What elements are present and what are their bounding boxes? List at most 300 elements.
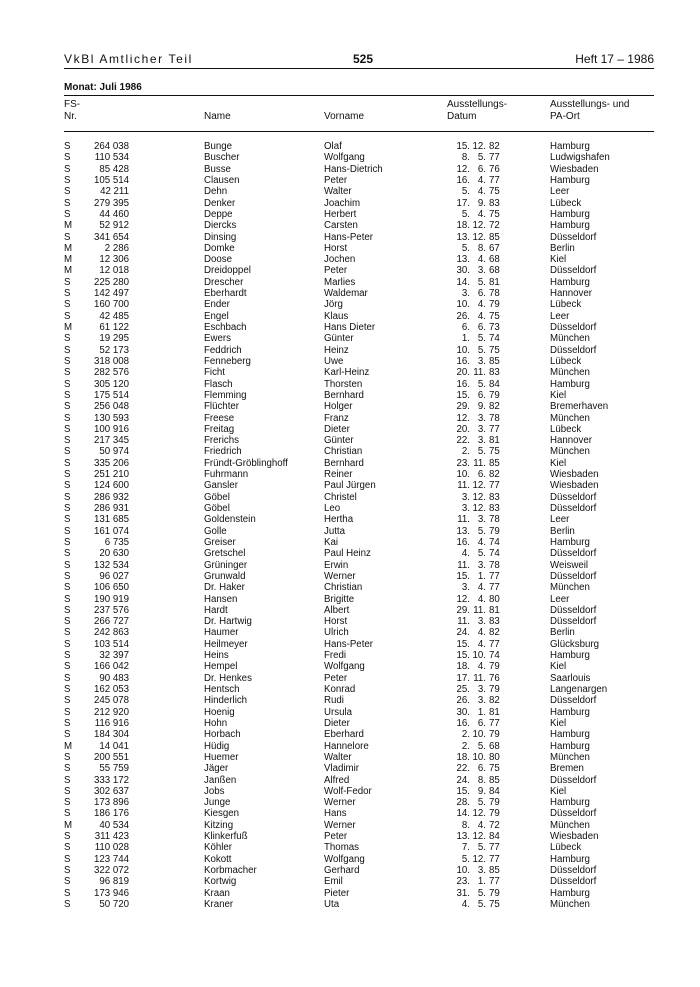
issue-place: Düsseldorf [550, 604, 597, 616]
fs-type: S [64, 672, 71, 684]
table-row [64, 627, 654, 638]
surname: Bunge [204, 141, 233, 152]
first-name: Erwin [324, 559, 349, 571]
issue-day: 11. [457, 559, 470, 571]
issue-month: 4. [477, 627, 486, 639]
first-name: Paul Jürgen [324, 480, 376, 492]
issue-place: Wiesbaden [550, 469, 599, 481]
surname: Gretschel [204, 548, 246, 560]
fs-number: 85 428 [99, 163, 129, 175]
surname: Buscher [204, 152, 240, 164]
issue-month: 8. [477, 774, 486, 786]
issue-day: 13. [456, 231, 470, 243]
surname: Hüdig [204, 740, 230, 752]
issue-day: 16. [456, 355, 470, 367]
issue-year: 76 [489, 672, 500, 684]
fs-type: S [64, 469, 71, 481]
table-row [64, 299, 654, 310]
fs-number: 286 932 [93, 491, 129, 503]
fs-type: S [64, 582, 71, 594]
surname: Dehn [204, 186, 228, 198]
issue-year: 85 [489, 865, 500, 876]
fs-number: 212 920 [93, 706, 129, 718]
table-row [64, 729, 654, 740]
first-name: Horst [324, 616, 348, 628]
issue-year: 72 [489, 220, 500, 232]
first-name: Christel [324, 491, 357, 503]
issue-day: 18. [456, 661, 470, 673]
issue-year: 83 [489, 491, 500, 503]
fs-number: 142 497 [93, 288, 129, 300]
table-row [64, 503, 654, 514]
issue-month: 3. [477, 435, 486, 447]
issue-month: 3. [477, 265, 486, 277]
fs-number: 50 974 [99, 446, 129, 458]
fs-type: S [64, 186, 71, 198]
surname: Eschbach [204, 322, 247, 333]
issue-place: Hannover [550, 435, 593, 447]
fs-type: S [64, 310, 71, 322]
first-name: Emil [324, 876, 343, 888]
surname: Drescher [204, 276, 244, 288]
issue-month: 3. [477, 559, 486, 571]
fs-number: 305 120 [93, 378, 129, 390]
fs-number: 40 534 [99, 819, 129, 831]
first-name: Herbert [324, 208, 357, 220]
issue-place: Saarlouis [550, 672, 591, 684]
issue-day: 30. [456, 706, 470, 718]
surname: Hentsch [204, 684, 240, 695]
issue-year: 80 [489, 593, 500, 605]
issue-year: 83 [489, 616, 500, 628]
first-name: Werner [324, 797, 356, 809]
col-datum-line1: Ausstellungs- [447, 99, 508, 110]
fs-type: S [64, 570, 71, 582]
first-name: Marlies [324, 276, 356, 288]
first-name: Joachim [324, 197, 361, 209]
fs-number: 160 700 [93, 299, 129, 311]
surname: Engel [204, 310, 229, 322]
issue-day: 30. [456, 265, 470, 277]
issue-place: Hamburg [550, 220, 590, 232]
fs-number: 161 074 [93, 525, 129, 537]
issue-day: 25. [456, 684, 470, 695]
issue-year: 77 [489, 582, 500, 594]
issue-year: 82 [489, 141, 500, 152]
table-row [64, 560, 654, 571]
issue-month: 4. [477, 582, 486, 594]
surname: Diercks [204, 220, 237, 232]
surname: Feddrich [204, 344, 242, 356]
issue-day: 17. [456, 197, 470, 209]
fs-number: 251 210 [93, 469, 129, 481]
first-name: Peter [324, 831, 348, 843]
fs-type: S [64, 141, 71, 152]
first-name: Christian [324, 446, 363, 458]
issue-place: Glücksburg [550, 638, 599, 650]
fs-type: S [64, 661, 71, 673]
table-row [64, 594, 654, 605]
issue-place: Bremen [550, 763, 584, 775]
fs-type: S [64, 288, 71, 300]
issue-month: 5. [477, 276, 486, 288]
table-header [64, 98, 654, 130]
fs-number: 14 041 [99, 740, 129, 752]
fs-number: 32 397 [99, 650, 129, 662]
fs-number: 90 483 [99, 672, 129, 684]
fs-number: 162 053 [93, 684, 129, 695]
first-name: Reiner [324, 469, 353, 481]
fs-type: M [64, 254, 73, 266]
issue-year: 79 [489, 525, 500, 537]
issue-year: 77 [489, 853, 500, 865]
fs-number: 200 551 [93, 751, 129, 763]
first-name: Klaus [324, 310, 349, 322]
issue-place: Lübeck [550, 842, 582, 854]
fs-type: S [64, 797, 71, 809]
first-name: Hans-Dietrich [324, 163, 383, 175]
first-name: Konrad [324, 684, 356, 695]
table-top-rule [64, 95, 654, 96]
surname: Grüninger [204, 559, 248, 571]
first-name: Günter [324, 333, 354, 345]
issue-month: 10. [472, 729, 486, 741]
surname: Jäger [204, 763, 229, 775]
table-row [64, 141, 654, 152]
issue-month: 3. [477, 514, 486, 526]
issue-year: 78 [489, 514, 500, 526]
issue-month: 4. [477, 819, 486, 831]
first-name: Thomas [324, 842, 359, 854]
surname: Frerichs [204, 435, 239, 447]
first-name: Bernhard [324, 457, 364, 469]
issue-day: 2. [461, 729, 470, 741]
issue-place: Hamburg [550, 276, 590, 288]
issue-place: München [550, 898, 590, 910]
fs-number: 42 485 [99, 310, 129, 322]
fs-type: S [64, 152, 71, 164]
first-name: Günter [324, 435, 354, 447]
fs-number: 266 727 [93, 616, 129, 628]
issue-month: 3. [477, 865, 486, 876]
table-row [64, 480, 654, 491]
issue-place: Kiel [550, 389, 567, 401]
fs-type: S [64, 208, 71, 220]
table-row [64, 458, 654, 469]
surname: Heins [204, 650, 229, 662]
issue-year: 84 [489, 785, 500, 797]
issue-month: 10. [472, 650, 486, 662]
table-row [64, 164, 654, 175]
fs-type: M [64, 819, 73, 831]
issue-day: 22. [456, 435, 470, 447]
first-name: Wolfgang [324, 152, 365, 164]
issue-year: 83 [489, 503, 500, 514]
issue-month: 3. [477, 684, 486, 695]
issue-month: 12. [472, 491, 486, 503]
issue-month: 4. [477, 186, 486, 198]
first-name: Ulrich [324, 627, 349, 639]
issue-year: 79 [489, 299, 500, 311]
issue-month: 9. [477, 401, 486, 413]
first-name: Werner [324, 570, 356, 582]
surname: Fuhrmann [204, 469, 249, 481]
fs-type: S [64, 503, 71, 514]
fs-number: 242 863 [93, 627, 129, 639]
issue-day: 5. [461, 186, 470, 198]
issue-month: 3. [477, 695, 486, 707]
issue-year: 79 [489, 389, 500, 401]
issue-month: 3. [477, 423, 486, 435]
page-header [64, 52, 654, 68]
issue-day: 18. [456, 220, 470, 232]
issue-month: 12. [472, 220, 486, 232]
issue-day: 16. [456, 174, 470, 186]
issue-day: 12. [456, 163, 470, 175]
issue-year: 77 [489, 876, 500, 888]
fs-number: 286 931 [93, 503, 129, 514]
surname: Ficht [204, 367, 225, 379]
first-name: Carsten [324, 220, 358, 232]
fs-number: 42 211 [100, 186, 129, 198]
issue-year: 68 [489, 265, 500, 277]
issue-place: Langenargen [550, 684, 608, 695]
first-name: Gerhard [324, 865, 360, 876]
fs-number: 264 038 [93, 141, 129, 152]
fs-type: S [64, 276, 71, 288]
fs-type: S [64, 638, 71, 650]
fs-number: 132 534 [93, 559, 129, 571]
issue-day: 18. [456, 751, 470, 763]
surname: Heilmeyer [204, 638, 248, 650]
col-vorname: Vorname [324, 111, 365, 122]
issue-place: München [550, 751, 590, 763]
fs-type: S [64, 593, 71, 605]
fs-number: 6 735 [104, 536, 129, 548]
table-row [64, 232, 654, 243]
issue-month: 5. [477, 548, 486, 560]
issue-place: Lübeck [550, 423, 582, 435]
issue-day: 11. [457, 616, 470, 628]
issue-place: Düsseldorf [550, 231, 597, 243]
table-row [64, 198, 654, 209]
issue-place: Wiesbaden [550, 480, 599, 492]
surname: Junge [204, 797, 231, 809]
issue-year: 82 [489, 695, 500, 707]
surname: Kokott [204, 853, 232, 865]
fs-number: 311 423 [94, 831, 129, 843]
issue-day: 5. [461, 242, 470, 254]
fs-type: S [64, 299, 71, 311]
fs-type: S [64, 842, 71, 854]
col-fs-line1: FS- [64, 99, 81, 110]
issue-year: 81 [489, 435, 500, 447]
first-name: Hertha [324, 514, 354, 526]
issue-day: 24. [456, 774, 470, 786]
issue-day: 29. [456, 604, 470, 616]
issue-year: 74 [489, 536, 500, 548]
table-row [64, 820, 654, 831]
fs-number: 100 916 [93, 423, 129, 435]
table-row [64, 345, 654, 356]
issue-day: 16. [456, 536, 470, 548]
issue-year: 74 [489, 333, 500, 345]
issue-place: Düsseldorf [550, 616, 597, 628]
issue-month: 12. [472, 808, 486, 820]
table-row [64, 775, 654, 786]
fs-type: S [64, 389, 71, 401]
issue-place: Düsseldorf [550, 808, 597, 820]
issue-day: 15. [456, 570, 470, 582]
issue-year: 75 [489, 186, 500, 198]
col-fs-line2: Nr. [64, 111, 77, 122]
issue-month: 5. [477, 887, 486, 899]
fs-type: M [64, 265, 73, 277]
surname: Flüchter [204, 401, 239, 413]
surname: Gansler [204, 480, 238, 492]
first-name: Jutta [324, 525, 346, 537]
table-row [64, 661, 654, 672]
first-name: Fredi [324, 650, 347, 662]
table-row [64, 582, 654, 593]
fs-type: M [64, 242, 73, 254]
issue-day: 7. [461, 842, 470, 854]
fs-number: 12 018 [99, 265, 129, 277]
issue-day: 11. [457, 514, 470, 526]
fs-type: S [64, 627, 71, 639]
table-row [64, 763, 654, 774]
surname: Flasch [204, 378, 233, 390]
issue-month: 6. [477, 288, 486, 300]
fs-number: 130 593 [93, 412, 129, 424]
table-row [64, 243, 654, 254]
issue-day: 11. [457, 480, 470, 492]
issue-year: 75 [489, 763, 500, 775]
issue-day: 29. [456, 401, 470, 413]
issue-place: Düsseldorf [550, 876, 597, 888]
surname: Goldenstein [204, 514, 256, 526]
table-row [64, 254, 654, 265]
first-name: Jörg [324, 299, 343, 311]
fs-type: S [64, 559, 71, 571]
issue-day: 20. [456, 367, 470, 379]
surname: Haumer [204, 627, 239, 639]
first-name: Jochen [324, 254, 356, 266]
issue-month: 12. [472, 831, 486, 843]
issue-month: 4. [477, 174, 486, 186]
first-name: Thorsten [324, 378, 363, 390]
issue-month: 4. [477, 254, 486, 266]
surname: Dr. Hartwig [204, 616, 252, 628]
issue-day: 16. [456, 378, 470, 390]
issue-month: 11. [473, 604, 486, 616]
fs-type: S [64, 876, 71, 888]
issue-year: 78 [489, 559, 500, 571]
fs-type: S [64, 333, 71, 345]
fs-type: S [64, 887, 71, 899]
issue-year: 75 [489, 344, 500, 356]
first-name: Eberhard [324, 729, 364, 741]
fs-number: 302 637 [93, 785, 129, 797]
table-row [64, 379, 654, 390]
issue-day: 4. [461, 898, 470, 910]
issue-month: 11. [473, 367, 486, 379]
issue-month: 5. [477, 344, 486, 356]
fs-type: S [64, 412, 71, 424]
issue-year: 77 [489, 152, 500, 164]
issue-place: Leer [550, 514, 570, 526]
issue-day: 23. [456, 876, 470, 888]
issue-day: 23. [456, 457, 470, 469]
table-row [64, 684, 654, 695]
table-row [64, 571, 654, 582]
surname: Hoenig [204, 706, 235, 718]
issue-day: 8. [461, 819, 470, 831]
first-name: Brigitte [324, 593, 355, 605]
issue-place: Ludwigshafen [550, 152, 610, 164]
month-label: Monat: Juli 1986 [64, 82, 142, 93]
surname: Horbach [204, 729, 241, 741]
fs-number: 322 072 [93, 865, 129, 876]
col-ort-line2: PA-Ort [550, 111, 580, 122]
issue-day: 10. [456, 344, 470, 356]
issue-month: 11. [473, 457, 486, 469]
issue-day: 15. [456, 141, 470, 152]
fs-number: 341 654 [93, 231, 129, 243]
fs-number: 166 042 [93, 661, 129, 673]
first-name: Albert [324, 604, 350, 616]
first-name: Holger [324, 401, 353, 413]
fs-number: 106 650 [93, 582, 129, 594]
fs-number: 190 919 [93, 593, 129, 605]
issue-year: 77 [489, 423, 500, 435]
issue-place: Hamburg [550, 536, 590, 548]
issue-year: 81 [489, 706, 500, 718]
fs-type: S [64, 446, 71, 458]
surname: Kitzing [204, 819, 234, 831]
fs-type: S [64, 401, 71, 413]
issue-day: 1. [461, 333, 470, 345]
issue-month: 5. [477, 898, 486, 910]
issue-year: 79 [489, 797, 500, 809]
issue-year: 84 [489, 378, 500, 390]
issue-year: 76 [489, 163, 500, 175]
issue-month: 6. [477, 469, 486, 481]
issue-month: 5. [477, 525, 486, 537]
first-name: Leo [324, 503, 341, 514]
first-name: Paul Heinz [324, 548, 371, 560]
issue-day: 16. [456, 717, 470, 729]
issue-month: 5. [477, 152, 486, 164]
issue-place: Lübeck [550, 299, 582, 311]
table-row [64, 209, 654, 220]
issue-year: 75 [489, 310, 500, 322]
issue-day: 13. [456, 525, 470, 537]
issue-month: 5. [477, 378, 486, 390]
first-name: Olaf [324, 141, 342, 152]
issue-place: Berlin [550, 525, 575, 537]
fs-type: S [64, 491, 71, 503]
issue-place: Wiesbaden [550, 163, 599, 175]
fs-type: S [64, 536, 71, 548]
table-row [64, 435, 654, 446]
issue-month: 5. [477, 740, 486, 752]
surname: Denker [204, 197, 236, 209]
issue-year: 74 [489, 548, 500, 560]
first-name: Walter [324, 186, 352, 198]
table-row [64, 537, 654, 548]
table-row [64, 888, 654, 899]
